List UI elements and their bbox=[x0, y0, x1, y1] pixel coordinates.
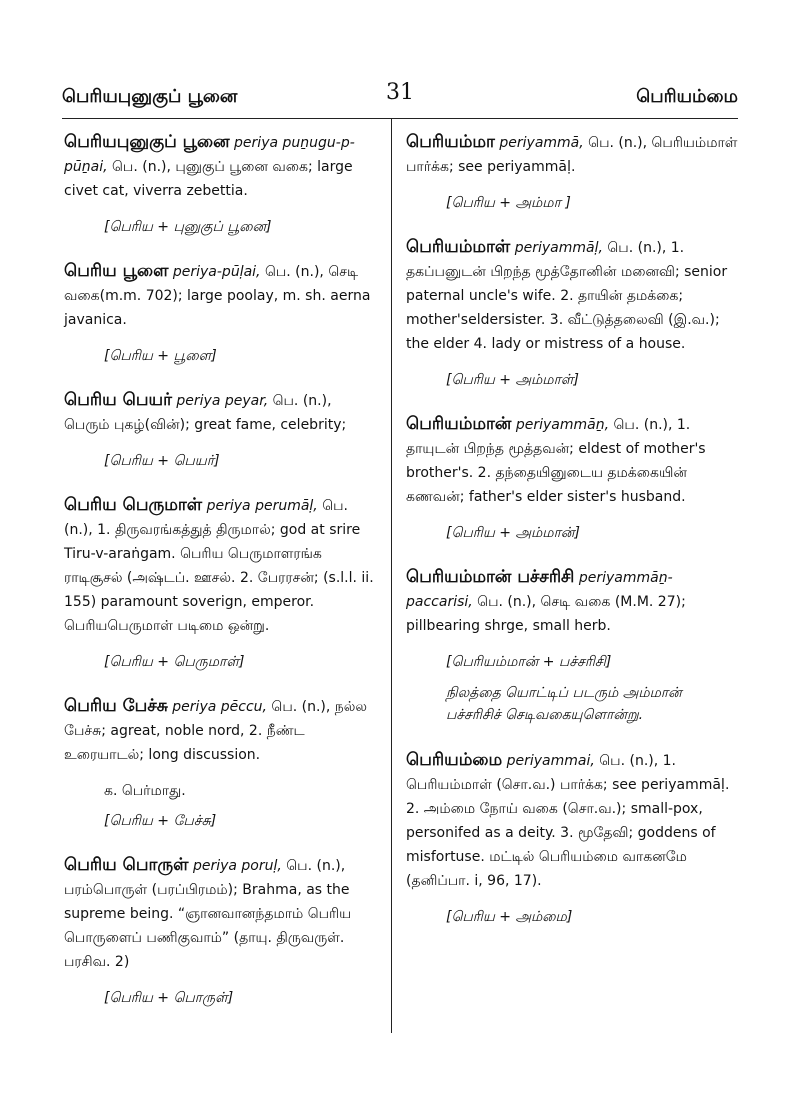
etymology: [பெரிய + பெயர்] bbox=[104, 453, 220, 469]
header-left-guideword: பெரியபுனுகுப் பூனை bbox=[62, 86, 238, 107]
header-rule bbox=[62, 118, 738, 119]
transliteration: periya peyar, bbox=[176, 393, 269, 409]
transliteration: periya puṉugu-p-pūṉai, bbox=[64, 135, 355, 175]
definition: பெ. (n.), நல்ல பேச்சு; agreat, noble nord, 2. நீண்ட உரையாடல்; long discussion. bbox=[64, 699, 368, 763]
headword: பெரியபுனுகுப் பூனை bbox=[64, 132, 230, 152]
etymology: [பெரிய + பெருமாள்] bbox=[104, 654, 245, 670]
definition: பெ. (n.), 1. தாயுடன் பிறந்த மூத்தவன்; eldest of mother's brother's. 2. தந்தையினுடைய தமக்கையின் கணவன்; father's elder sister's husband. bbox=[406, 417, 706, 505]
etymology: [பெரியம்மான் + பச்சரிசி] bbox=[446, 654, 612, 670]
header-right-guideword: பெரியம்மை bbox=[636, 86, 738, 107]
etymology: [பெரிய + அம்மான்] bbox=[446, 525, 580, 541]
etymology: [பெரிய + அம்மா ] bbox=[446, 195, 571, 211]
transliteration: periya pēccu, bbox=[172, 699, 267, 715]
transliteration: periyammāḷ, bbox=[514, 240, 603, 256]
transliteration: periya poruḷ, bbox=[192, 858, 282, 874]
headword: பெரிய பூளை bbox=[64, 261, 169, 281]
transliteration: periyammai, bbox=[506, 753, 595, 769]
headword: பெரியம்மாள் bbox=[406, 237, 511, 257]
headword: பெரிய பெருமாள் bbox=[64, 495, 203, 515]
entry bbox=[64, 853, 380, 1008]
entry bbox=[64, 493, 380, 672]
definition: பெ. (n.), 1. திருவரங்கத்துத் திருமால்; god at srire Tiru-v-araṅgam. பெரிய பெருமாளரங்க ராடிசூசல் (அஷ்டப். ஊசல். 2. பேரரசன்; (s.l.l. ii. 155) paramount soverign, emperor. பெரியபெருமாள் படிமை ஒன்று. bbox=[64, 498, 374, 634]
etymology: [பெரிய + பேச்சு] bbox=[104, 813, 217, 829]
headword: பெரியம்மான் பச்சரிசி bbox=[406, 567, 575, 587]
entry bbox=[64, 694, 380, 831]
transliteration: periyammāṉ, bbox=[515, 417, 610, 433]
column-divider bbox=[391, 118, 392, 1033]
headword: பெரிய பேச்சு bbox=[64, 696, 168, 716]
cognate-note: க. பெர்மாது. bbox=[104, 783, 186, 799]
definition: பெ. (n.), செடி வகை(m.m. 702); large poolay, m. sh. aerna javanica. bbox=[64, 264, 371, 328]
entry bbox=[64, 259, 380, 366]
transliteration: periya perumāḷ, bbox=[206, 498, 318, 514]
etymology: [பெரிய + பொருள்] bbox=[104, 990, 234, 1006]
entry bbox=[64, 130, 380, 237]
etymology: [பெரிய + புனுகுப் பூனை] bbox=[104, 219, 272, 235]
entry bbox=[406, 748, 738, 927]
definition: பெ. (n.), பெரும் புகழ்(வின்); great fame, celebrity; bbox=[64, 393, 347, 433]
page-number: 31 bbox=[386, 80, 414, 105]
transliteration: periyammā, bbox=[499, 135, 584, 151]
transliteration: periya-pūḷai, bbox=[172, 264, 261, 280]
entry bbox=[406, 412, 738, 543]
entry bbox=[406, 235, 738, 390]
headword: பெரியம்மை bbox=[406, 750, 503, 770]
definition: பெ. (n.), பரம்பொருள் (பரப்பிரமம்); Brahma, as the supreme being. “ஞானவானந்தமாம் பெரிய பொருளைப் பணிகுவாம்” (தாயு. திருவருள். பரசிவ. 2) bbox=[64, 858, 352, 970]
transliteration: periyammāṉ-paccarisi, bbox=[406, 570, 673, 610]
entry bbox=[406, 565, 738, 726]
etymology: [பெரிய + பூளை] bbox=[104, 348, 217, 364]
entry bbox=[64, 388, 380, 471]
headword: பெரியம்மான் bbox=[406, 414, 512, 434]
page-header bbox=[62, 80, 738, 116]
headword: பெரிய பொருள் bbox=[64, 855, 189, 875]
etymology: [பெரிய + அம்மாள்] bbox=[446, 372, 579, 388]
right-column bbox=[406, 130, 738, 927]
headword: பெரிய பெயர் bbox=[64, 390, 172, 410]
definition: பெ. (n.), 1. தகப்பனுடன் பிறந்த மூத்தோனின் மனைவி; senior paternal uncle's wife. 2. தாயின் தமக்கை; mother'seldersister. 3. வீட்டுத்தலைவி (இ.வ.); the elder 4. lady or mistress of a house. bbox=[406, 240, 728, 352]
definition: பெ. (n.), பெரியம்மாள் பார்க்க; see periyammāḷ. bbox=[406, 135, 738, 175]
definition: பெ. (n.), செடி வகை (M.M. 27); pillbearing shrge, small herb. bbox=[406, 594, 686, 634]
headword: பெரியம்மா bbox=[406, 132, 495, 152]
definition: பெ. (n.), புனுகுப் பூனை வகை; large civet cat, viverra zebettia. bbox=[64, 159, 353, 199]
definition: பெ. (n.), 1. பெரியம்மாள் (சொ.வ.) பார்க்க; see periyammāḷ. 2. அம்மை நோய் வகை (சொ.வ.); small-pox, personifed as a deity. 3. மூதேவி; goddens of misfortuse. மட்டில் பெரியம்மை வாகனமே (தனிப்பா. i, 96, 17). bbox=[406, 753, 730, 889]
usage-quote: நிலத்தை யொட்டிப் படரும் அம்மான் பச்சரிசிச் செடிவகையுளொன்று. bbox=[446, 685, 682, 723]
left-column bbox=[64, 130, 380, 1008]
entry bbox=[406, 130, 738, 213]
etymology: [பெரிய + அம்மை] bbox=[446, 909, 573, 925]
